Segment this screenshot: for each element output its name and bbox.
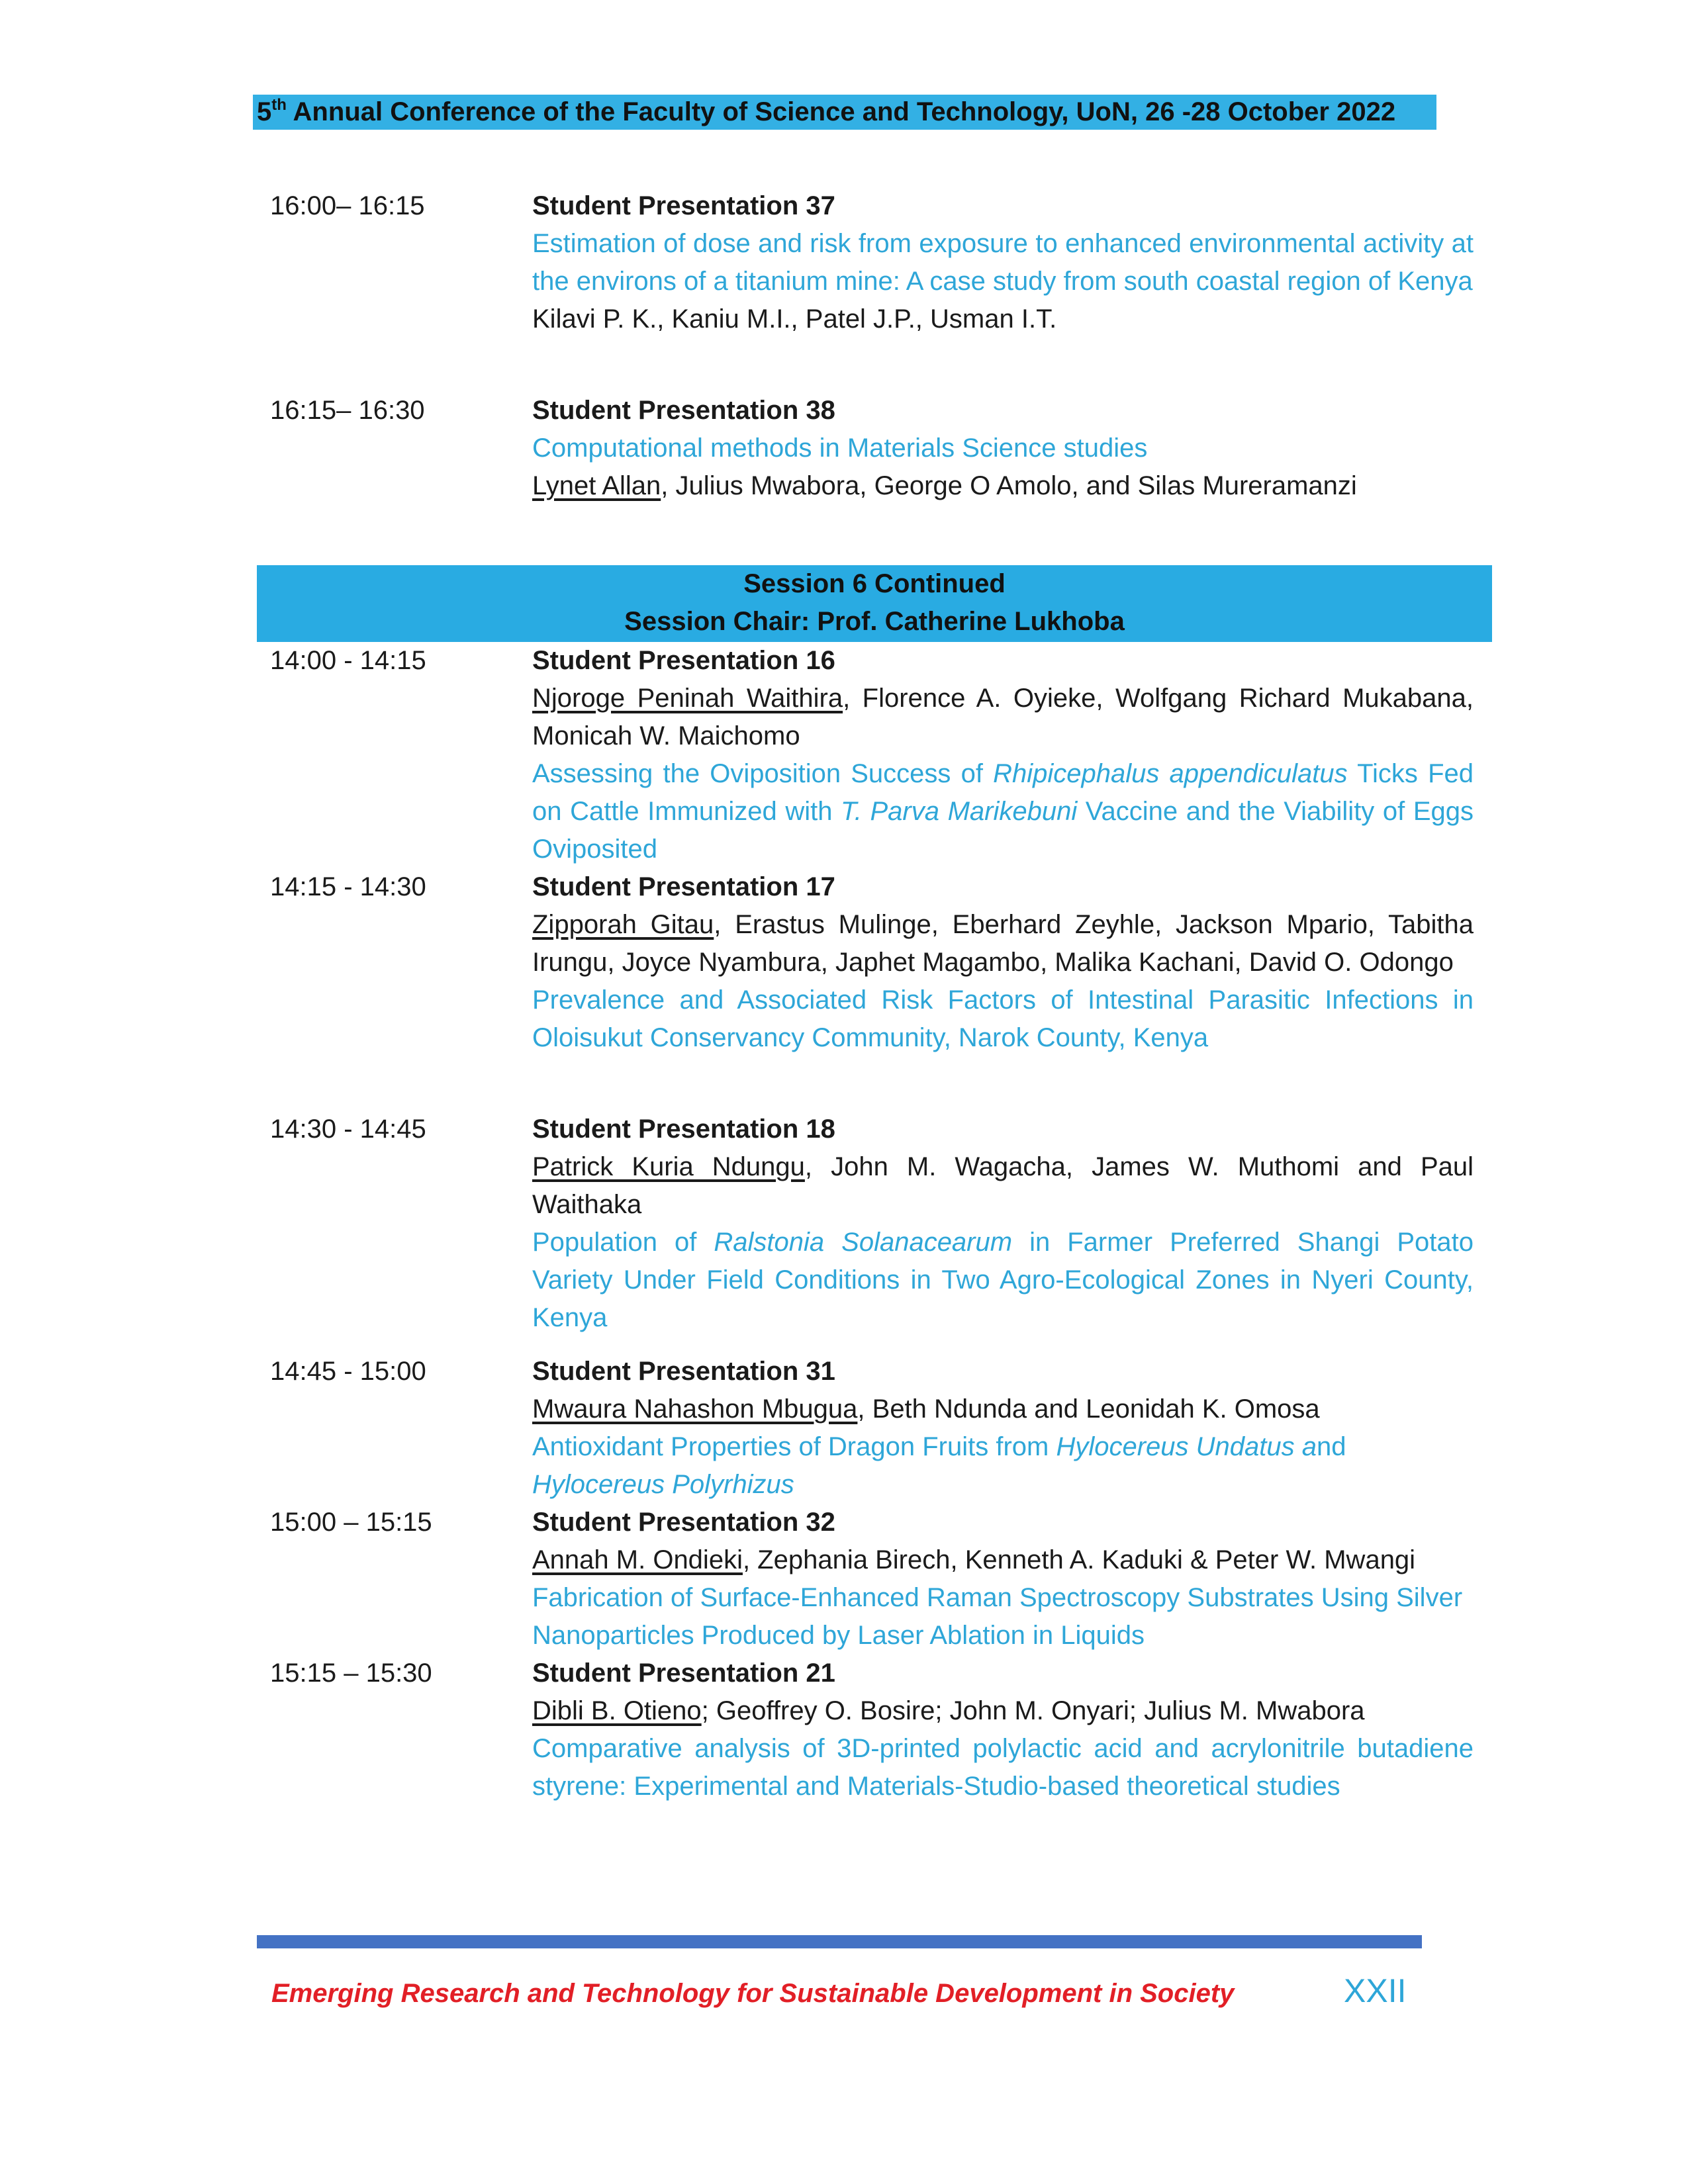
coauthors: , John M. Wagacha, James W. Muthomi and Paul Waithaka <box>532 1152 1474 1219</box>
paper-title: Comparative analysis of 3D-printed polylactic acid and acrylonitrile butadiene styrene: Experimental and Materials-Studio-based theoretical studies <box>532 1734 1474 1801</box>
presenter-name: Lynet Allan <box>532 471 661 500</box>
entry-time: 14:30 - 14:45 <box>270 1115 426 1144</box>
paper-title: Prevalence and Associated Risk Factors of Intestinal Parasitic Infections in Oloisukut Conservancy Community, Narok County, Kenya <box>532 985 1474 1052</box>
session-banner <box>257 565 1492 642</box>
presenter-name: Mwaura Nahashon Mbugua <box>532 1394 858 1424</box>
coauthors: , Erastus Mulinge, Eberhard Zeyhle, Jackson Mpario, Tabitha Irungu, Joyce Nyambura, Japhet Magambo, Malika Kachani, David O. Odongo <box>532 910 1474 977</box>
session-chair: Session Chair: Prof. Catherine Lukhoba <box>624 607 1125 636</box>
paper-text: Assessing the Oviposition Success of <box>532 759 994 788</box>
authors <box>532 906 1474 981</box>
paper-title: Estimation of dose and risk from exposure to enhanced environmental activity at the environs of a titanium mine: A case study from south coastal region of Kenya <box>532 229 1474 296</box>
presentation-title: Student Presentation 32 <box>532 1508 835 1537</box>
presenter-name: Annah M. Ondieki <box>532 1545 743 1574</box>
session-title: Session 6 Continued <box>743 569 1006 598</box>
paper-text: in Farmer Preferred Shangi Potato Variety Under Field Conditions in Two Agro-Ecological Zones in Nyeri County, Kenya <box>532 1228 1474 1332</box>
entry-time: 14:00 - 14:15 <box>270 646 426 675</box>
coauthors: , Zephania Birech, Kenneth A. Kaduki & Peter W. Mwangi <box>742 1545 1416 1574</box>
header-title: Annual Conference of the Faculty of Science and Technology, UoN, 26 -28 October 2022 <box>286 97 1396 126</box>
coauthors: , Julius Mwabora, George O Amolo, and Silas Mureramanzi <box>661 471 1357 500</box>
conference-header <box>253 95 1436 130</box>
paper-title <box>532 1224 1474 1337</box>
coauthors: , Beth Ndunda and Leonidah K. Omosa <box>857 1394 1320 1424</box>
presentation-title: Student Presentation 21 <box>532 1659 835 1688</box>
authors <box>532 1148 1474 1224</box>
header-ordinal: 5 <box>257 97 272 126</box>
species-name: Ralstonia Solanacearum <box>714 1228 1013 1257</box>
species-name: Hylocereus Undatus a <box>1056 1432 1317 1461</box>
presentation-title: Student Presentation 38 <box>532 396 835 425</box>
paper-title <box>532 1428 1474 1504</box>
presentation-title: Student Presentation 18 <box>532 1115 835 1144</box>
paper-text: Vaccine and the Viability of Eggs Oviposited <box>532 797 1474 864</box>
authors <box>532 467 1474 505</box>
authors <box>532 1692 1474 1730</box>
authors <box>532 680 1474 755</box>
presentation-title: Student Presentation 37 <box>532 191 835 220</box>
coauthors: ; Geoffrey O. Bosire; John M. Onyari; Julius M. Mwabora <box>701 1696 1365 1725</box>
footer-rule <box>257 1935 1422 1948</box>
paper-title: Computational methods in Materials Science studies <box>532 433 1148 463</box>
presentation-title: Student Presentation 16 <box>532 646 835 675</box>
presentation-title: Student Presentation 31 <box>532 1357 835 1386</box>
species-name: T. Parva Marikebuni <box>841 797 1078 826</box>
entry-time: 15:00 – 15:15 <box>270 1508 432 1537</box>
entry-time: 14:45 - 15:00 <box>270 1357 426 1386</box>
entry-time: 16:00– 16:15 <box>270 191 425 220</box>
paper-text: Population of <box>532 1228 714 1257</box>
presenter-name: Njoroge Peninah Waithira <box>532 684 843 713</box>
species-name: Rhipicephalus appendiculatus <box>993 759 1348 788</box>
paper-title: Fabrication of Surface-Enhanced Raman Spectroscopy Substrates Using Silver Nanoparticles Produced by Laser Ablation in Liquids <box>532 1583 1463 1650</box>
coauthors: , Florence A. Oyieke, Wolfgang Richard Mukabana, Monicah W. Maichomo <box>532 684 1474 751</box>
species-name: Hylocereus Polyrhizus <box>532 1470 794 1499</box>
presenter-name: Zipporah Gitau <box>532 910 714 939</box>
paper-text: Ticks Fed on Cattle Immunized with <box>532 759 1474 826</box>
entry-time: 14:15 - 14:30 <box>270 872 426 901</box>
footer-tagline: Emerging Research and Technology for Sustainable Development in Society <box>271 1979 1235 2008</box>
presenter-name: Patrick Kuria Ndungu <box>532 1152 805 1181</box>
page-number: XXII <box>1344 1972 1407 2009</box>
entry-time: 15:15 – 15:30 <box>270 1659 432 1688</box>
paper-text: Antioxidant Properties of Dragon Fruits from <box>532 1432 1056 1461</box>
presenter-name: Dibli B. Otieno <box>532 1696 702 1725</box>
authors <box>532 1541 1474 1579</box>
authors <box>532 1390 1474 1428</box>
entry-time: 16:15– 16:30 <box>270 396 425 425</box>
header-ordinal-suffix: th <box>271 96 287 114</box>
paper-text: nd <box>1317 1432 1346 1461</box>
paper-title <box>532 755 1474 868</box>
authors: Kilavi P. K., Kaniu M.I., Patel J.P., Usman I.T. <box>532 304 1057 334</box>
presentation-title: Student Presentation 17 <box>532 872 835 901</box>
